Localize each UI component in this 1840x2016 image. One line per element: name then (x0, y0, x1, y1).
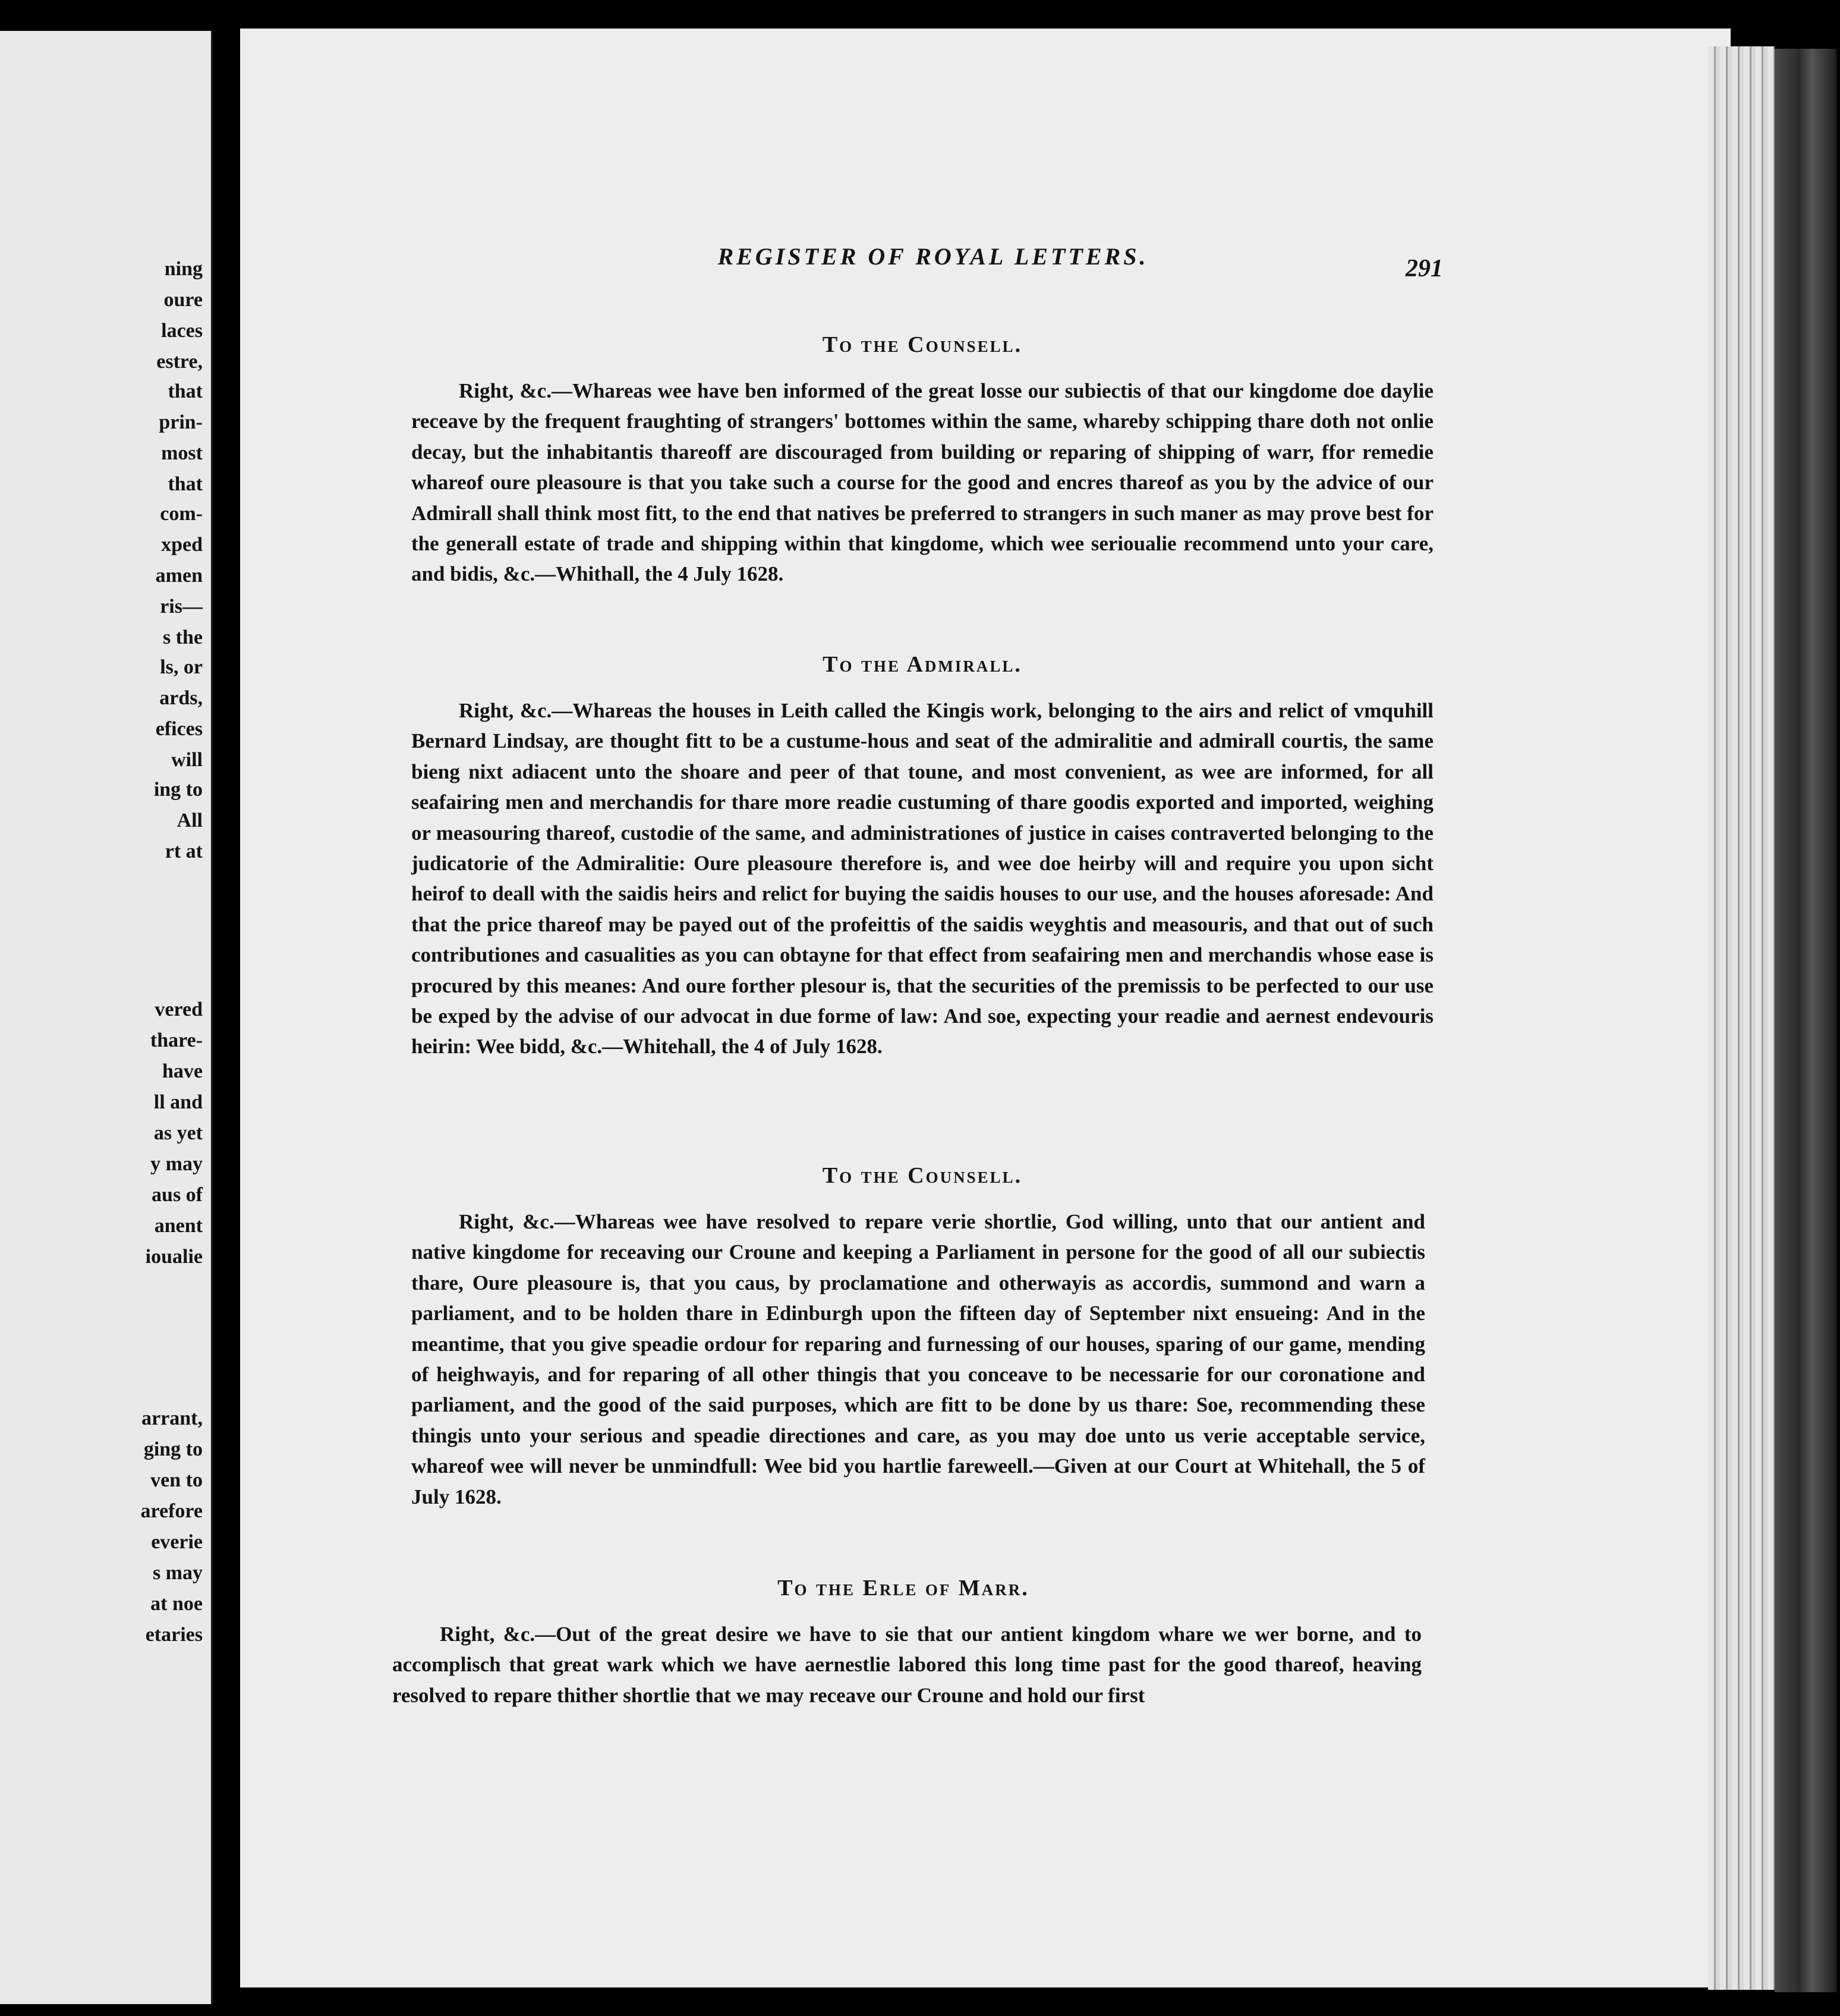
left-page-fragment: arefore (140, 1500, 203, 1522)
left-page-fragment: at noe (150, 1593, 203, 1615)
left-page-fragment: will (171, 749, 203, 771)
left-page-fragment: ing to (153, 779, 203, 801)
book-binding (1775, 49, 1836, 1992)
left-page-fragment: ris— (160, 596, 203, 618)
left-page-fragment: laces (161, 320, 203, 342)
left-page-fragment: that (168, 380, 203, 402)
page-edges (1708, 46, 1775, 1990)
left-page-fragment: amen (155, 565, 203, 587)
left-page-fragment: as yet (153, 1122, 203, 1144)
left-page-fragment: ven to (150, 1469, 203, 1491)
left-page-fragment: All (177, 809, 203, 831)
letter-body: Right, &c.—Out of the great desire we have to sie that our antient kingdom whare we wer borne, and to accomplisch that great wark which we have aernestlie labored this long time past for the good thareof, heaving resolved to repare thither shortlie that we may receave our Croune and hold our first (392, 1623, 1422, 1707)
left-page-fragment: everie (151, 1531, 203, 1553)
left-page-fragment: s may (152, 1562, 203, 1584)
left-page-fragment: arrant, (141, 1407, 203, 1429)
left-page-fragment: efices (155, 718, 203, 740)
left-page-fragment: y may (150, 1153, 203, 1175)
letter-heading: To the Counsell. (822, 1163, 1023, 1188)
left-page-fragment: aus of (152, 1184, 203, 1206)
left-page-fragment: rt at (165, 840, 203, 862)
left-page-fragment: anent (154, 1215, 203, 1237)
page-number: 291 (1406, 255, 1443, 282)
left-page-fragment: ll and (153, 1091, 203, 1113)
left-page-fragment: prin- (159, 411, 203, 433)
letter-heading: To the Counsell. (822, 332, 1023, 357)
running-head: REGISTER OF ROYAL LETTERS. (717, 243, 1149, 270)
left-page-fragment: vered (155, 998, 203, 1020)
letter-body: Right, &c.—Whareas wee have resolved to repare verie shortlie, God willing, unto that our antient and native kingdome for receaving our Croune and keeping a Parliament in persone for the good of all our subiectis thare, Oure pleasoure is, that you caus, by proclamatione and otherwayis as accordis, summond and warn a parliament, and to be holden thare in Edinburgh upon the fifteen day of September nixt ensueing: And in the meantime, that you give speadie ordour for reparing and furnessing of our houses, sparing of our game, mending of heighwayis, and for reparing of all other thingis that you conceave to be necessarie for our coronatione and parliament, and the good of the said purposes, which are fitt to be done by us thare: Soe, recommending these thingis unto your serious and speadie directiones and care, as you may doe unto us verie acceptable service, whareof wee will never be unmindfull: Wee bid you hartlie fareweell.—Given at our Court at Whitehall, the 5 of July 1628. (411, 1210, 1425, 1508)
left-page-fragment: ls, or (160, 656, 203, 678)
letter-body: Right, &c.—Whareas wee have ben informed of the great losse our subiectis of that our kingdome doe daylie receave by the frequent fraughting of strangers' bottomes within the same, whareby schipping thare doth not onlie decay, but the inhabitantis thareoff are discouraged from building or reparing of shipping of warr, ffor remedie whareof oure pleasoure is that you take such a course for the good and encres thareof as you by the advice of our Admirall shall think most fitt, to the end that natives be preferred to strangers in such maner as may prove best for the generall estate of trade and shipping within that kingdome, which wee serioualie recommend unto your care, and bidis, &c.—Whithall, the 4 July 1628. (411, 379, 1433, 586)
facing-page-left (0, 31, 213, 2004)
left-page-fragment: oure (163, 289, 203, 311)
left-page-fragment: ning (164, 258, 203, 280)
left-page-fragment: ards, (159, 687, 203, 709)
left-page-fragment: etaries (145, 1624, 203, 1646)
left-page-fragment: that (168, 473, 203, 495)
letter-heading: To the Erle of Marr. (777, 1576, 1029, 1601)
left-page-fragment: ioualie (145, 1246, 203, 1268)
left-page-fragment: xped (161, 534, 203, 556)
left-page-fragment: thare- (150, 1029, 203, 1051)
left-page-fragment: most (161, 442, 203, 464)
left-page-fragment: com- (160, 503, 203, 525)
left-page-fragment: s the (162, 626, 203, 648)
letter-heading: To the Admirall. (823, 652, 1022, 677)
letter-body: Right, &c.—Whareas the houses in Leith called the Kingis work, belonging to the airs and relict of vmquhill Bernard Lindsay, are thought fitt to be a custume-hous and seat of the admiralitie and admirall courtis, the same bieng nixt adiacent unto the shoare and peer of that toune, and most convenient, as wee are informed, for all seafairing men and merchandis for thare more readie custuming of thare goodis exported and imported, weighing or measouring thareof, custodie of the same, and administrationes of justice in caises contraverted belonging to the judicatorie of the Admiralitie: Oure pleasoure therefore is, and wee doe heirby will and require you upon sicht heirof to deall with the saidis heirs and relict for buying the saidis houses to our use, and the houses aforesade: And that the price thareof may be payed out of the profeittis of the saidis weyghtis and measouris, and that out of such contributiones and casualities as you can obtayne for that effect from seafairing men and merchandis whose ease is procured by this meanes: And oure forther plesour is, that the securities of the premissis to be perfected to our use be exped by the advise of our advocat in due forme of law: And soe, expecting your readie and aernest endevouris heirin: Wee bidd, &c.—Whitehall, the 4 of July 1628. (411, 699, 1433, 1059)
left-page-fragment: estre, (156, 351, 203, 373)
left-page-fragment: ging to (143, 1438, 203, 1460)
left-page-fragment: have (162, 1060, 203, 1082)
